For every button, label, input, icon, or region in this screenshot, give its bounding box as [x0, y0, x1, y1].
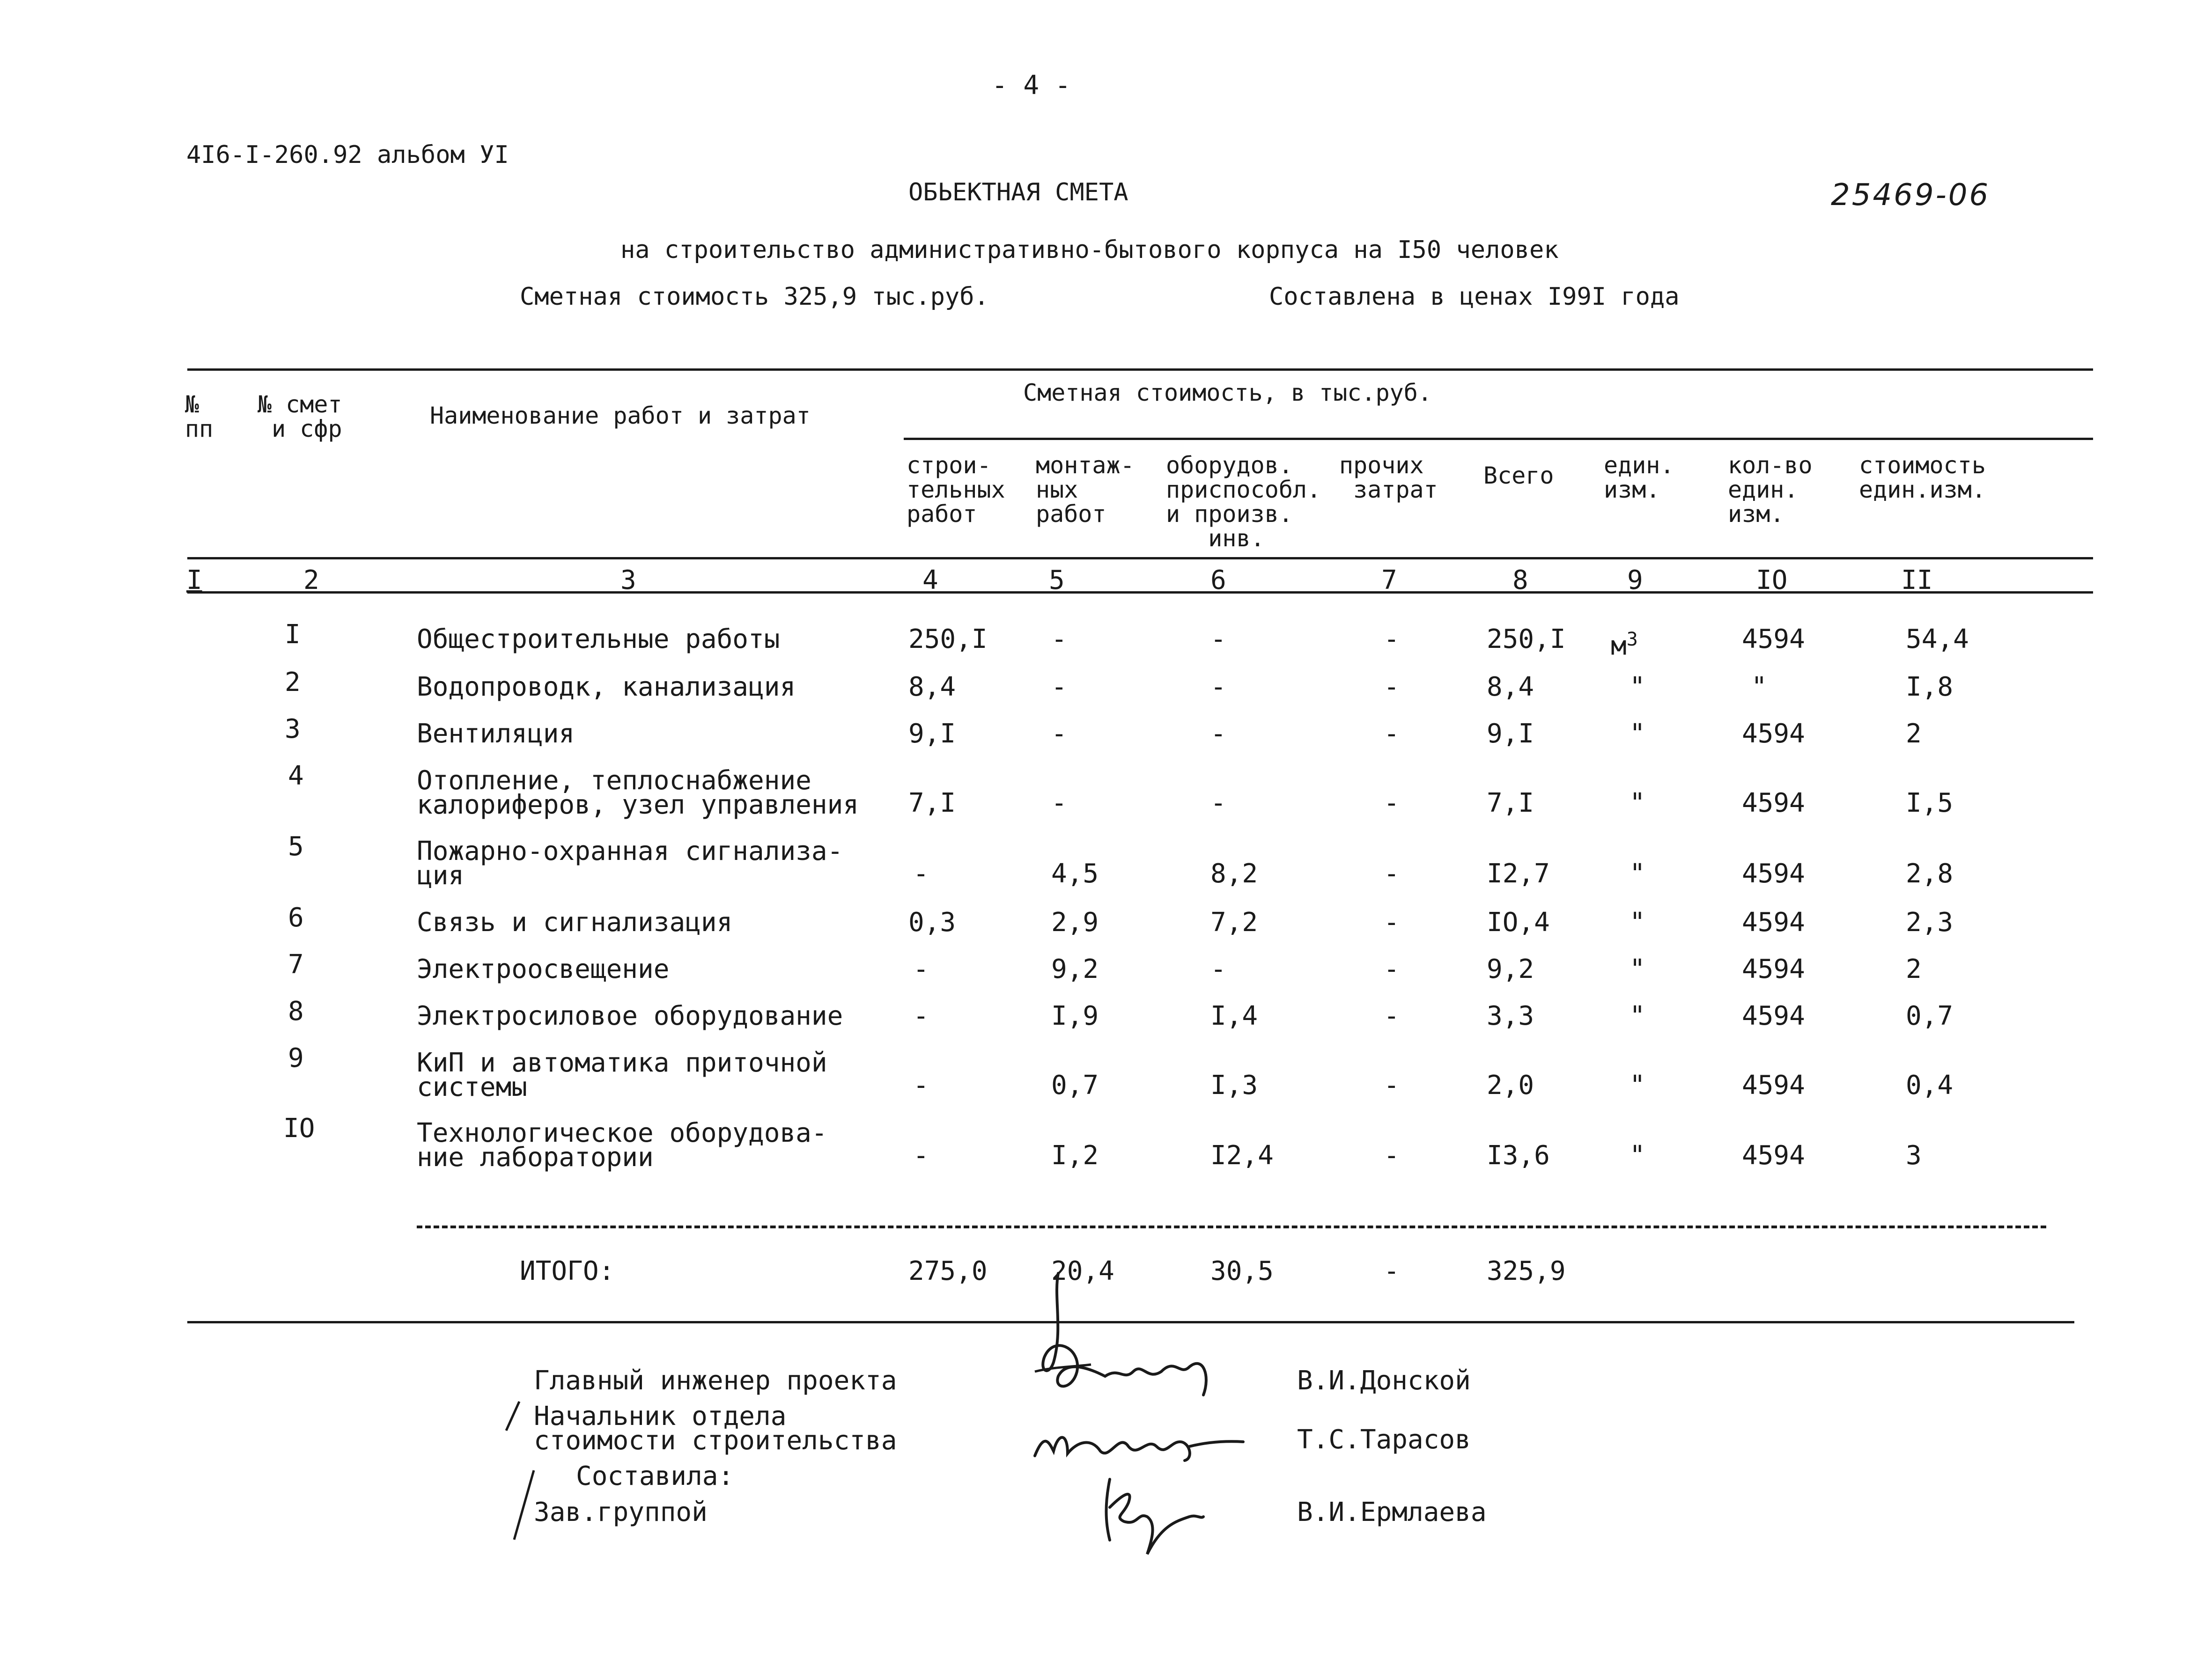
cell-montage: - [1051, 788, 1067, 818]
cell-montage: 4,5 [1051, 859, 1099, 889]
cell-qty: 4594 [1742, 859, 1805, 889]
cell-unit: " [1630, 1001, 1645, 1031]
col-header-name: Наименование работ и затрат [430, 402, 811, 429]
cell-total: 8,4 [1487, 672, 1534, 702]
cell-other: - [1384, 907, 1400, 938]
signature-scribble-1 [1025, 1255, 1222, 1409]
col-header-qty: кол-во един. изм. [1728, 452, 1813, 528]
cell-unit-cost: 2 [1906, 719, 1922, 749]
total-equipment: 30,5 [1210, 1256, 1274, 1286]
column-number: 4 [922, 565, 938, 595]
cell-unit-cost: 2 [1906, 954, 1922, 984]
cell-unit-cost: I,5 [1906, 788, 1954, 818]
col-header-smeta: № смет и сфр [258, 391, 342, 442]
cell-equipment: I,3 [1210, 1070, 1258, 1101]
cell-montage: 2,9 [1051, 907, 1099, 938]
cell-montage: 0,7 [1051, 1070, 1099, 1101]
row-number: IO [283, 1113, 315, 1144]
row-number: 8 [288, 996, 304, 1027]
table-row [0, 761, 2212, 834]
cell-montage: - [1051, 624, 1067, 654]
cell-unit: " [1630, 719, 1645, 749]
total-all: 325,9 [1487, 1256, 1566, 1286]
cell-unit: " [1630, 954, 1645, 984]
cell-unit-cost: 2,3 [1906, 907, 1954, 938]
cell-montage: - [1051, 719, 1067, 749]
cell-construction: 250,I [908, 624, 988, 654]
row-number: 7 [288, 949, 304, 980]
page-number: - 4 - [992, 70, 1071, 101]
cell-qty: 4594 [1742, 788, 1805, 818]
cell-qty: " [1751, 672, 1767, 702]
row-name: Электросиловое оборудование [417, 1001, 843, 1031]
cell-total: 7,I [1487, 788, 1534, 818]
signature-scribble-2 [1030, 1414, 1246, 1465]
cell-construction: - [913, 1070, 929, 1101]
cell-equipment: I2,4 [1210, 1140, 1274, 1171]
cell-equipment: I,4 [1210, 1001, 1258, 1031]
table-row [0, 831, 2212, 905]
cell-qty: 4594 [1742, 954, 1805, 984]
signature-scribble-3 [1096, 1470, 1208, 1559]
cell-unit: " [1630, 1140, 1645, 1171]
row-number: 9 [288, 1043, 304, 1073]
cell-unit-cost: 0,7 [1906, 1001, 1954, 1031]
col-header-unit-cost: стоимость един.изм. [1859, 452, 1986, 503]
cell-construction: 9,I [908, 719, 956, 749]
document-title: ОБЬЕКТНАЯ СМЕТА [908, 178, 1128, 206]
cell-equipment: 7,2 [1210, 907, 1258, 938]
unit-exponent: 3 [1626, 629, 1638, 650]
cell-other: - [1384, 1070, 1400, 1101]
cell-equipment: - [1210, 624, 1226, 654]
row-name: КиП и автоматика приточной системы [417, 1048, 827, 1102]
column-number: IO [1756, 565, 1788, 595]
col-header-group: Сметная стоимость, в тыс.руб. [1023, 379, 1432, 406]
document-subtitle: на строительство административно-бытового корпуса на I50 человек [620, 236, 1559, 264]
signature-role: Начальник отдела стоимости строительства [534, 1401, 897, 1456]
cell-other: - [1384, 954, 1400, 984]
cell-qty: 4594 [1742, 907, 1805, 938]
cell-unit-cost: 3 [1906, 1140, 1922, 1171]
signature-role: Зав.группой [534, 1497, 708, 1527]
cell-total: IO,4 [1487, 907, 1550, 938]
table-row [0, 1043, 2212, 1116]
cell-other: - [1384, 672, 1400, 702]
cell-unit: " [1630, 859, 1645, 889]
cell-equipment: - [1210, 954, 1226, 984]
cell-montage: I,2 [1051, 1140, 1099, 1171]
cell-total: I2,7 [1487, 859, 1550, 889]
cell-construction: - [913, 1140, 929, 1171]
cell-total: 9,I [1487, 719, 1534, 749]
cell-unit-cost: 2,8 [1906, 859, 1954, 889]
row-name: Общестроительные работы [417, 624, 780, 654]
column-number: 3 [620, 565, 636, 595]
cell-unit-cost: 0,4 [1906, 1070, 1954, 1101]
col-header-construction: строи- тельных работ [907, 452, 1005, 528]
totals-dashed-rule [417, 1226, 2046, 1228]
row-number: 4 [288, 761, 304, 791]
row-number: 3 [285, 714, 301, 744]
row-name: Технологическое оборудова- ние лаборатории [417, 1118, 827, 1173]
cell-total: 2,0 [1487, 1070, 1534, 1101]
cell-unit: " [1630, 672, 1645, 702]
unit-text: м [1611, 631, 1627, 661]
totals-label: ИТОГО: [520, 1256, 615, 1286]
cell-equipment: 8,2 [1210, 859, 1258, 889]
col-header-num: № пп [185, 391, 214, 442]
column-number: I [186, 565, 202, 595]
col-header-montage: монтаж- ных работ [1036, 452, 1135, 528]
cell-montage: - [1051, 672, 1067, 702]
row-number: I [285, 619, 301, 650]
header-group-rule [904, 438, 2093, 440]
cell-unit: " [1630, 907, 1645, 938]
column-number: II [1901, 565, 1933, 595]
document-number: 25469-06 [1831, 178, 1991, 213]
col-header-other: прочих затрат [1339, 452, 1438, 503]
column-number: 5 [1049, 565, 1065, 595]
slash-mark [503, 1400, 522, 1432]
column-number: 2 [303, 565, 319, 595]
signature-role: Главный инженер проекта [534, 1365, 897, 1396]
column-numbers-rule [187, 591, 2093, 594]
cell-qty: 4594 [1742, 1140, 1805, 1171]
total-other: - [1384, 1256, 1400, 1286]
signature-role-heading: Составила: [576, 1461, 734, 1491]
cell-total: I3,6 [1487, 1140, 1550, 1171]
cell-unit-cost: I,8 [1906, 672, 1954, 702]
row-name: Водопроводк, канализация [417, 672, 796, 702]
prices-year: Составлена в ценах I99I года [1269, 283, 1680, 311]
column-number: 7 [1381, 565, 1397, 595]
cell-total: 3,3 [1487, 1001, 1534, 1031]
table-row [0, 1113, 2212, 1187]
col-header-unit: един. изм. [1604, 452, 1674, 503]
signature-name: Т.С.Тарасов [1297, 1424, 1471, 1455]
column-number: 8 [1512, 565, 1528, 595]
cell-construction: 8,4 [908, 672, 956, 702]
cell-montage: I,9 [1051, 1001, 1099, 1031]
cell-other: - [1384, 719, 1400, 749]
total-montage: 20,4 [1051, 1256, 1114, 1286]
cell-construction: - [913, 859, 929, 889]
estimate-cost: Сметная стоимость 325,9 тыс.руб. [520, 283, 989, 311]
cell-construction: 7,I [908, 788, 956, 818]
cell-unit-cost: 54,4 [1906, 624, 1969, 654]
col-header-equipment: оборудов. приспособл. и произв. инв. [1166, 452, 1321, 552]
cell-other: - [1384, 624, 1400, 654]
cell-other: - [1384, 859, 1400, 889]
cell-other: - [1384, 1001, 1400, 1031]
signature-name: В.И.Донской [1297, 1365, 1471, 1396]
row-name: Вентиляция [417, 719, 575, 749]
column-number: 9 [1627, 565, 1643, 595]
cell-other: - [1384, 1140, 1400, 1171]
cell-equipment: - [1210, 788, 1226, 818]
cell-equipment: - [1210, 719, 1226, 749]
row-number: 5 [288, 831, 304, 862]
cell-construction: - [913, 954, 929, 984]
signature-name: В.И.Ермлаева [1297, 1497, 1487, 1527]
cell-qty: 4594 [1742, 1070, 1805, 1101]
row-name: Пожарно-охранная сигнализа- ция [417, 836, 843, 891]
header-bottom-rule [187, 557, 2093, 559]
project-code: 4I6-I-260.92 альбом УI [186, 141, 509, 169]
row-name: Электроосвещение [417, 954, 670, 984]
cell-construction: - [913, 1001, 929, 1031]
cell-unit: " [1630, 788, 1645, 818]
cell-qty: 4594 [1742, 624, 1805, 654]
row-name: Связь и сигнализация [417, 907, 733, 938]
cell-total: 9,2 [1487, 954, 1534, 984]
cell-construction: 0,3 [908, 907, 956, 938]
column-number: 6 [1210, 565, 1226, 595]
row-name: Отопление, теплоснабжение калориферов, узел управления [417, 765, 859, 820]
col-header-total: Всего [1483, 462, 1554, 489]
cell-other: - [1384, 788, 1400, 818]
row-number: 2 [285, 667, 301, 697]
cell-equipment: - [1210, 672, 1226, 702]
cell-total: 250,I [1487, 624, 1566, 654]
cell-unit [1611, 627, 1638, 659]
slash-mark [510, 1468, 538, 1542]
table-top-rule [187, 368, 2093, 371]
row-number: 6 [288, 903, 304, 933]
cell-unit: " [1630, 1070, 1645, 1101]
cell-montage: 9,2 [1051, 954, 1099, 984]
cell-qty: 4594 [1742, 1001, 1805, 1031]
cell-qty: 4594 [1742, 719, 1805, 749]
total-construction: 275,0 [908, 1256, 988, 1286]
